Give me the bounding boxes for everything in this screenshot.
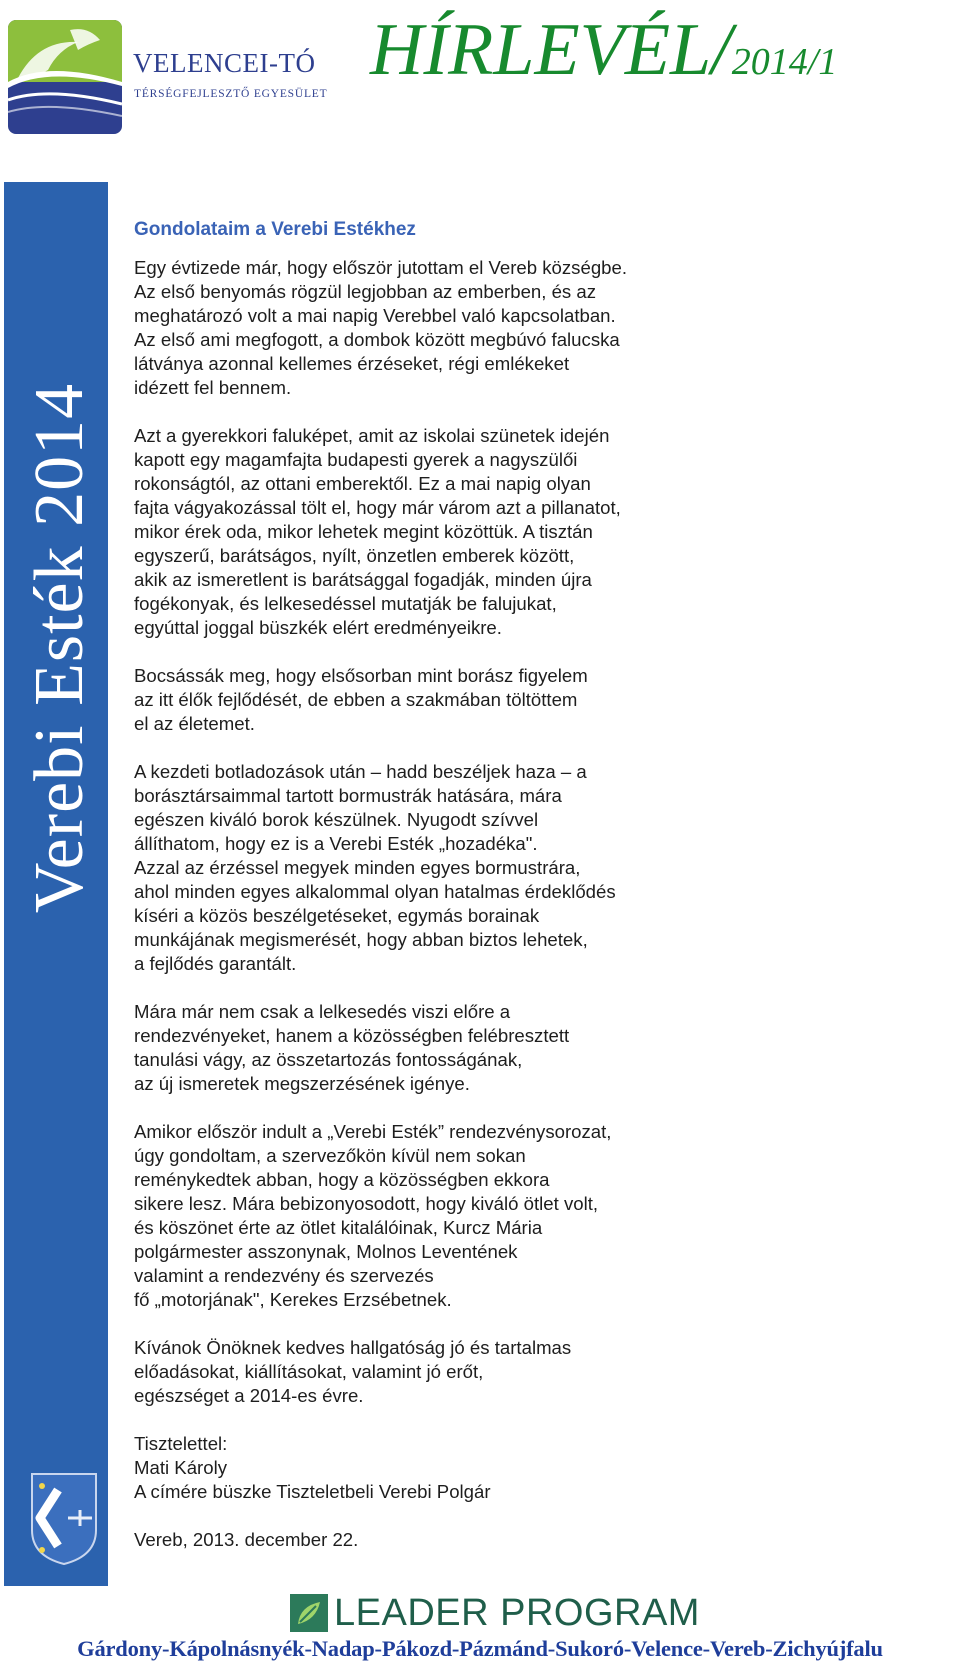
signature-greeting: Tisztelettel:: [134, 1433, 228, 1454]
article-line: egyúttal joggal büszkék elért eredményeikre.: [134, 617, 502, 638]
newsletter-title: [370, 8, 837, 93]
article-line: Bocsássák meg, hogy elsősorban mint borász figyelem: [134, 665, 588, 686]
org-name: VELENCEI-TÓ: [133, 48, 316, 78]
article-line: akik az ismeretlent is barátsággal fogadják, minden újra: [134, 569, 592, 590]
leader-program-logo: [290, 1594, 710, 1634]
place-date: [134, 1528, 704, 1552]
article-line: Mára már nem csak a lelkesedés viszi előre a: [134, 1001, 511, 1022]
article-line: Azt a gyerekkori faluképet, amit az iskolai szünetek idején: [134, 425, 610, 446]
article-line: rendezvényeket, hanem a közösségben felébresztett: [134, 1025, 570, 1046]
article-paragraph: [134, 256, 704, 400]
article-line: idézett fel bennem.: [134, 377, 292, 398]
article-line: kapott egy magamfajta budapesti gyerek a nagyszülői: [134, 449, 578, 470]
article-line: és köszönet érte az ötlet kitalálóinak, Kurcz Mária: [134, 1217, 543, 1238]
article-line: meghatározó volt a mai napig Verebbel való kapcsolatban.: [134, 305, 616, 326]
article-line: fő „motorjának", Kerekes Erzsébetnek.: [134, 1289, 452, 1310]
article-paragraph: [134, 760, 704, 976]
vereb-emblem-icon: [28, 1470, 100, 1566]
article-line: fogékonyak, és lelkesedéssel mutatják be falujukat,: [134, 593, 557, 614]
article-line: rokonságtól, az ottani emberektől. Ez a mai napig olyan: [134, 473, 591, 494]
article-line: polgármester asszonynak, Molnos Leventének: [134, 1241, 518, 1262]
article-line: ahol minden egyes alkalommal olyan hatalmas érdeklődés: [134, 881, 616, 902]
band-vertical-title: Verebi Esték 2014: [21, 382, 98, 914]
article-line: sikere lesz. Mára bebizonyosodott, hogy kiváló ötlet volt,: [134, 1193, 599, 1214]
newsletter-issue: 2014/1: [731, 41, 838, 83]
article-paragraph: [134, 1336, 704, 1408]
article-line: munkájának megismerését, hogy abban biztos lehetek,: [134, 929, 588, 950]
article-line: Egy évtizede már, hogy először jutottam el Vereb községbe.: [134, 257, 628, 278]
article-paragraph: [134, 424, 704, 640]
article-paragraph: [134, 1000, 704, 1096]
article-line: reménykedtek abban, hogy a közösségben ekkora: [134, 1169, 550, 1190]
article-line: állíthatom, hogy ez is a Verebi Esték „hozadéka".: [134, 833, 538, 854]
velencei-to-logo-icon: [8, 20, 122, 134]
org-subtitle: TÉRSÉGFEJLESZTŐ EGYESÜLET: [134, 88, 328, 100]
article: [134, 218, 704, 1576]
article-line: Amikor először indult a „Verebi Esték” rendezvénysorozat,: [134, 1121, 612, 1142]
article-line: úgy gondoltam, a szervezőkön kívül nem sokan: [134, 1145, 526, 1166]
article-line: kíséri a közös beszélgetéseket, egymás borainak: [134, 905, 540, 926]
article-line: borásztársaimmal tartott bormustrák hatására, mára: [134, 785, 562, 806]
article-line: Az első ami megfogott, a dombok között megbúvó falucska: [134, 329, 620, 350]
article-line: a fejlődés garantált.: [134, 953, 297, 974]
footer-towns: Gárdony-Kápolnásnyék-Nadap-Pákozd-Pázmánd-Sukoró-Velence-Vereb-Zichyújfalu: [77, 1636, 883, 1661]
signature-block: [134, 1432, 704, 1504]
signature-name: Mati Károly: [134, 1457, 227, 1478]
article-line: valamint a rendezvény és szervezés: [134, 1265, 434, 1286]
article-line: Kívánok Önöknek kedves hallgatóság jó és tartalmas: [134, 1337, 572, 1358]
article-line: mikor érek oda, mikor lehetek megint közöttük. A tisztán: [134, 521, 593, 542]
article-line: Az első benyomás rögzül legjobban az emberben, és az: [134, 281, 597, 302]
article-line: Azzal az érzéssel megyek minden egyes bormustrára,: [134, 857, 581, 878]
article-line: tanulási vágy, az összetartozás fontosságának,: [134, 1049, 523, 1070]
article-line: egészen kiváló borok készülnek. Nyugodt szívvel: [134, 809, 539, 830]
article-line: az itt élők fejlődését, de ebben a szakmában töltöttem: [134, 689, 578, 710]
side-band: [4, 182, 108, 1586]
article-line: fajta vágyakozással tölt el, hogy már várom azt a pillanatot,: [134, 497, 621, 518]
leader-program-icon: [290, 1594, 328, 1632]
newsletter-title-main: HÍRLEVÉL/: [370, 9, 732, 91]
signature-title: A címére büszke Tiszteletbeli Verebi Polgár: [134, 1481, 491, 1502]
article-line: az új ismeretek megszerzésének igénye.: [134, 1073, 470, 1094]
header: [0, 0, 960, 150]
article-heading: Gondolataim a Verebi Estékhez: [134, 219, 416, 240]
article-line: A kezdeti botladozások után – hadd beszéljek haza – a: [134, 761, 587, 782]
article-line: egyszerű, barátságos, nyílt, önzetlen emberek között,: [134, 545, 575, 566]
article-line: előadásokat, kiállításokat, valamint jó erőt,: [134, 1361, 484, 1382]
article-line: egészséget a 2014-es évre.: [134, 1385, 364, 1406]
article-paragraph: [134, 664, 704, 736]
article-line: látványa azonnal kellemes érzéseket, régi emlékeket: [134, 353, 570, 374]
leader-program-name: LEADER PROGRAM: [334, 1592, 700, 1634]
place-date-line: Vereb, 2013. december 22.: [134, 1529, 359, 1550]
article-paragraph: [134, 1120, 704, 1312]
article-line: el az életemet.: [134, 713, 255, 734]
